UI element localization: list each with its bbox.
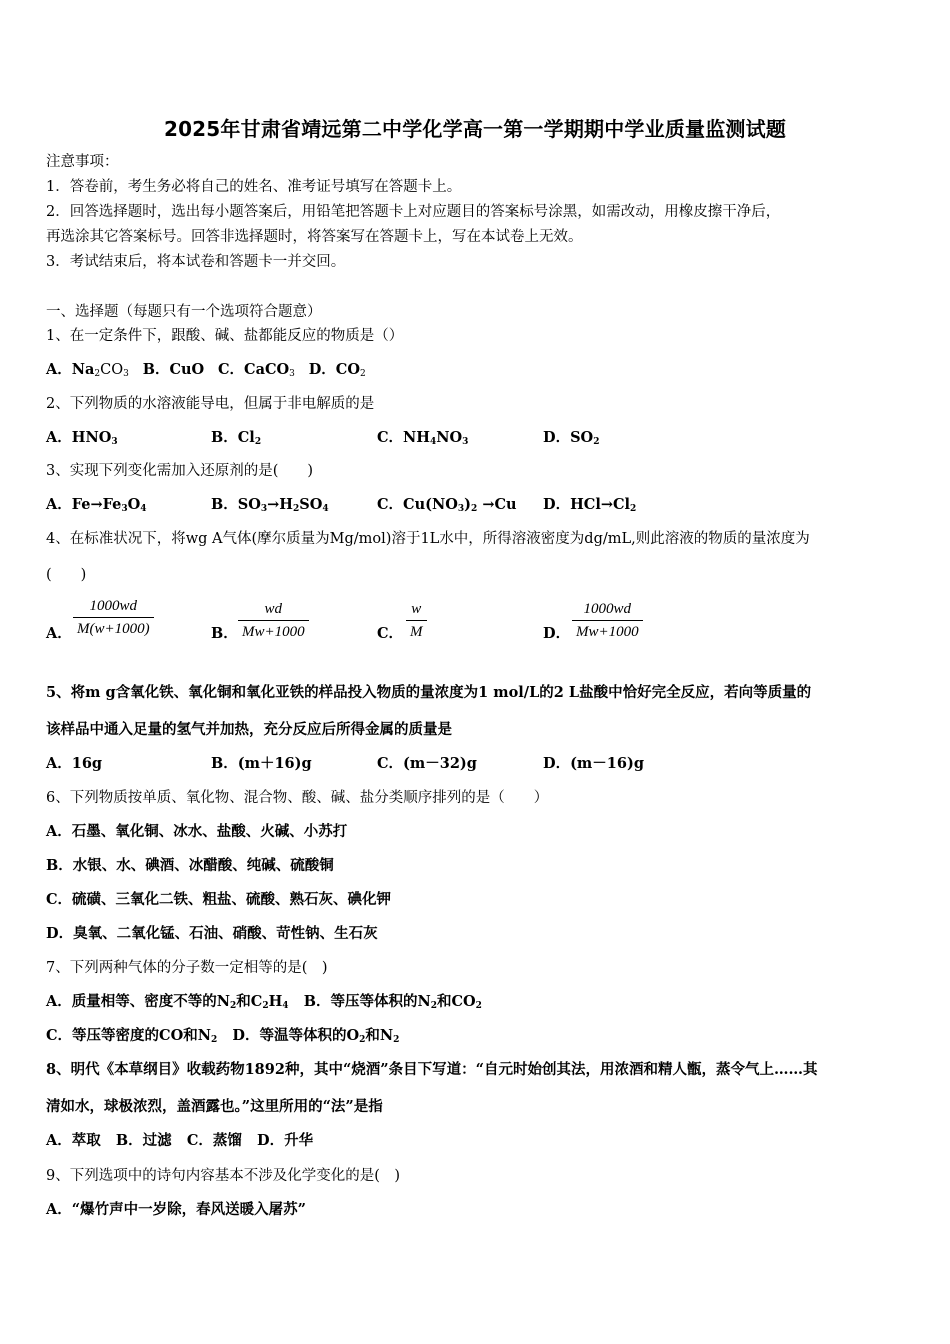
question-1-stem: 1、在一定条件下，跟酸、碱、盐都能反应的物质是（）: [46, 328, 404, 344]
notice-item: 再选涂其它答案标号。回答非选择题时，将答案写在答题卡上，写在本试卷上无效。: [46, 229, 583, 245]
option-b: B．过滤: [115, 1132, 172, 1149]
page-title: 2025年甘肃省靖远第二中学化学高一第一学期期中学业质量监测试题: [163, 117, 787, 141]
option-d: D．等温等体积的O: [232, 1027, 360, 1044]
question-1-options: A．$Na_2CO_3$ B．CuO C．CaCO$_3$ D．$CO_2$: [46, 361, 366, 379]
option-d: D．$SO_2$: [543, 429, 600, 447]
option-a: A．萃取: [46, 1132, 101, 1149]
question-7-options-row1: A．质量相等、密度不等的$N_2$和$C_2H_4$ B．等压等体积的$N_2$和$CO_2$: [46, 993, 482, 1011]
option-a: A．Na: [46, 361, 95, 378]
option-b: B．等压等体积的N: [303, 993, 431, 1010]
option-b: B．(m＋16)g: [211, 755, 312, 772]
option-d: D．CO: [308, 361, 360, 378]
question-9-stem: 9、下列选项中的诗句内容基本不涉及化学变化的是( ): [46, 1168, 401, 1184]
option-d: D．$HCl\to Cl_2$: [543, 496, 637, 514]
option-c: C．$NH_4NO_3$: [377, 429, 469, 447]
option-a: A．$Fe\to Fe_3O_4$: [46, 496, 147, 514]
option-d: D．升华: [257, 1132, 314, 1149]
option-d: D．: [543, 625, 571, 642]
option-d: D．臭氧、二氧化锰、石油、硝酸、苛性钠、生石灰: [46, 925, 378, 942]
question-6-stem: 6、下列物质按单质、氧化物、混合物、酸、碱、盐分类顺序排列的是（ ）: [46, 790, 549, 806]
option-b: B．: [211, 625, 238, 642]
option-a: A．“爆竹声中一岁除，春风送暖入屠苏”: [46, 1201, 306, 1218]
question-8-options: [46, 1131, 313, 1151]
question-8-stem-cont: 清如水，球极浓烈，盖酒露也。”这里所用的“法”是指: [46, 1098, 383, 1115]
option-c: C．蒸馏: [186, 1132, 242, 1149]
question-2-stem: 2、下列物质的水溶液能导电，但属于非电解质的是: [46, 396, 375, 412]
option-c: C．等压等密度的CO和N: [46, 1027, 211, 1044]
fraction-a: $\frac{1000wd}{M(w+1000)}$: [73, 598, 154, 638]
question-7-stem: 7、下列两种气体的分子数一定相等的是( ): [46, 960, 328, 976]
option-d: D．(m－16)g: [543, 755, 644, 772]
option-c: C．(m－32)g: [377, 755, 477, 772]
option-b: B．CuO: [142, 361, 205, 378]
fraction-d: $\frac{1000wd}{Mw+1000}$: [572, 601, 643, 641]
option-c: C．CaCO: [218, 361, 290, 378]
section-heading: 一、选择题（每题只有一个选项符合题意）: [46, 304, 322, 320]
question-7-options-row2: C．等压等密度的CO和$N_2$ D．等温等体积的$O_2$和$N_2$: [46, 1027, 400, 1045]
option-a: A．石墨、氧化铜、冰水、盐酸、火碱、小苏打: [46, 823, 348, 840]
option-c: C．硫磺、三氧化二铁、粗盐、硫酸、熟石灰、碘化钾: [46, 891, 392, 908]
question-5-stem: 5、将m g含氧化铁、氧化铜和氧化亚铁的样品投入物质的量浓度为1 mol/L的2 L盐酸中恰好完全反应，若向等质量的: [46, 684, 812, 701]
notice-item: 2．回答选择题时，选出每小题答案后，用铅笔把答题卡上对应题目的答案标号涂黑，如需改动，用橡皮擦干净后，: [46, 204, 781, 220]
question-4-stem-cont: ( ): [46, 567, 87, 583]
fraction-b: $\frac{wd}{Mw+1000}$: [238, 601, 309, 641]
question-8-stem: 8、明代《本草纲目》收载药物1892种，其中“烧酒”条目下写道：“自元时始创其法，用浓酒和精人甑，蒸令气上……其: [46, 1061, 818, 1078]
option-a: A．质量相等、密度不等的N: [46, 993, 231, 1010]
option-c: C．$Cu(NO_3)_2 \to Cu$: [377, 496, 517, 514]
option-a: A．$HNO_3$: [46, 429, 118, 447]
notice-item: 3．考试结束后，将本试卷和答题卡一并交回。: [46, 254, 346, 270]
question-4-stem: 4、在标准状况下，将wg A气体(摩尔质量为Mg/mol)溶于1L水中，所得溶液密度为dg/mL,则此溶液的物质的量浓度为: [46, 531, 810, 547]
option-c: C．: [377, 625, 404, 642]
fraction-c: $\frac{w}{M}$: [406, 601, 427, 641]
option-a: A．16g: [46, 755, 103, 772]
option-b: B．$SO_3\to H_2SO_4$: [211, 496, 329, 514]
option-a: A．: [46, 625, 72, 642]
option-b: B．水银、水、碘酒、冰醋酸、纯碱、硫酸铜: [46, 857, 334, 874]
notice-heading: 注意事项：: [46, 154, 119, 170]
question-5-stem-cont: 该样品中通入足量的氢气并加热，充分反应后所得金属的质量是: [46, 721, 452, 738]
question-3-stem: 3、实现下列变化需加入还原剂的是( ): [46, 463, 314, 479]
option-b: B．$Cl_2$: [211, 429, 262, 447]
notice-item: 1．答卷前，考生务必将自己的姓名、准考证号填写在答题卡上。: [46, 179, 462, 195]
